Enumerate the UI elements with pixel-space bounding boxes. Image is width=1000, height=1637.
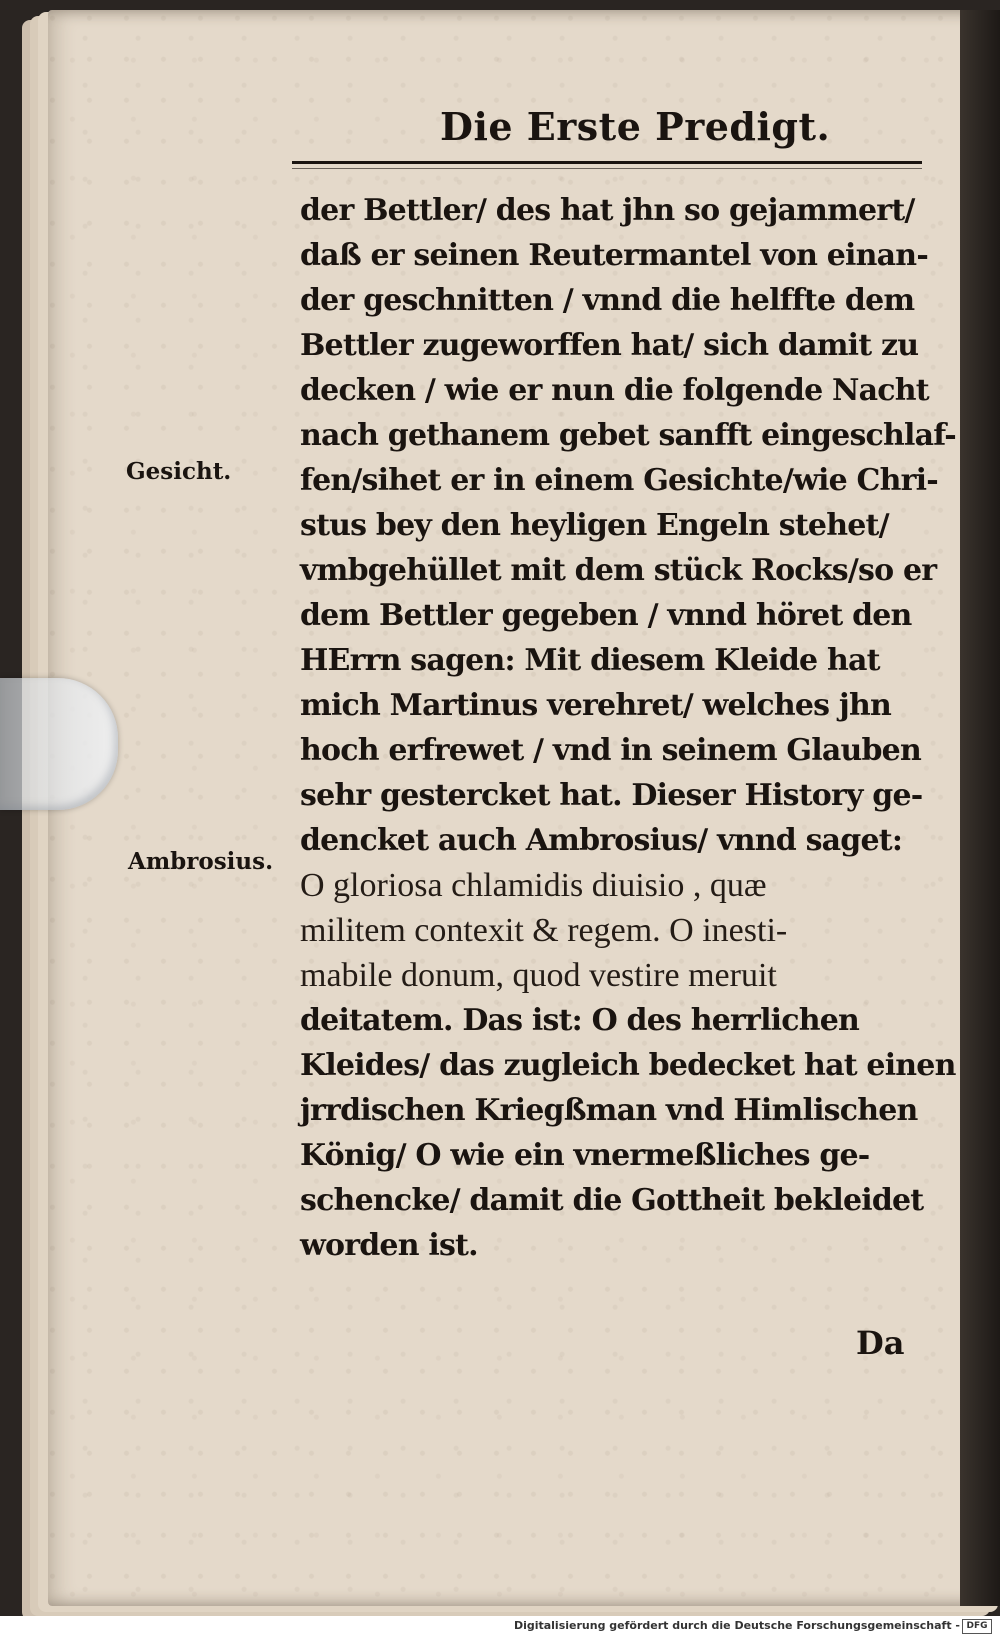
text-line: decken / wie er nun die folgende Nacht <box>300 373 929 408</box>
text-line: O gloriosa chlamidis diuisio , quæ <box>300 867 767 904</box>
text-line: deitatem. Das ist: O des herrlichen <box>300 1003 860 1038</box>
text-line: dencket auch Ambrosius/ vnnd saget: <box>300 823 903 858</box>
text-line: mabile donum, quod vestire meruit <box>300 957 777 994</box>
text-line: der geschnitten / vnnd die helffte dem <box>300 283 915 318</box>
text-line: Kleides/ das zugleich bedecket hat einen <box>300 1048 956 1083</box>
header-rule <box>292 168 922 169</box>
running-head: Die Erste Predigt. <box>440 104 831 149</box>
catchword: Da <box>856 1324 905 1362</box>
text-line: vmbgehüllet mit dem stück Rocks/so er <box>300 553 937 588</box>
footer-bar <box>0 1616 1000 1637</box>
text-line: jrrdischen Kriegßman vnd Himlischen <box>300 1093 918 1128</box>
header-rule <box>292 161 922 164</box>
text-line: worden ist. <box>300 1228 478 1263</box>
text-line: hoch erfrewet / vnd in seinem Glauben <box>300 733 921 768</box>
book-clip <box>0 678 118 810</box>
text-line: der Bettler/ des hat jhn so gejammert/ <box>300 193 915 228</box>
text-line: fen/sihet er in einem Gesichte/wie Chri- <box>300 463 938 498</box>
body-text <box>300 188 956 1268</box>
text-line: daß er seinen Reutermantel von einan- <box>300 238 928 273</box>
text-line: König/ O wie ein vnermeßliches ge- <box>300 1138 870 1173</box>
margin-note-gesicht: Gesicht. <box>126 458 232 485</box>
funding-credit: Digitalisierung gefördert durch die Deutsche Forschungsgemeinschaft - <box>513 1619 960 1632</box>
text-line: sehr gestercket hat. Dieser History ge- <box>300 778 923 813</box>
text-line: mich Martinus verehret/ welches jhn <box>300 688 891 723</box>
text-line: dem Bettler gegeben / vnnd höret den <box>300 598 912 633</box>
text-line: nach gethanem gebet sanfft eingeschlaf- <box>300 418 956 453</box>
dfg-logo: DFG <box>962 1619 992 1634</box>
text-line: HErrn sagen: Mit diesem Kleide hat <box>300 643 880 678</box>
page-gutter-shadow <box>960 10 1000 1606</box>
margin-note-ambrosius: Ambrosius. <box>128 848 274 875</box>
text-line: militem contexit & regem. O inesti- <box>300 912 788 949</box>
text-line: Bettler zugeworffen hat/ sich damit zu <box>300 328 919 363</box>
text-line: schencke/ damit die Gottheit bekleidet <box>300 1183 924 1218</box>
text-line: stus bey den heyligen Engeln stehet/ <box>300 508 889 543</box>
